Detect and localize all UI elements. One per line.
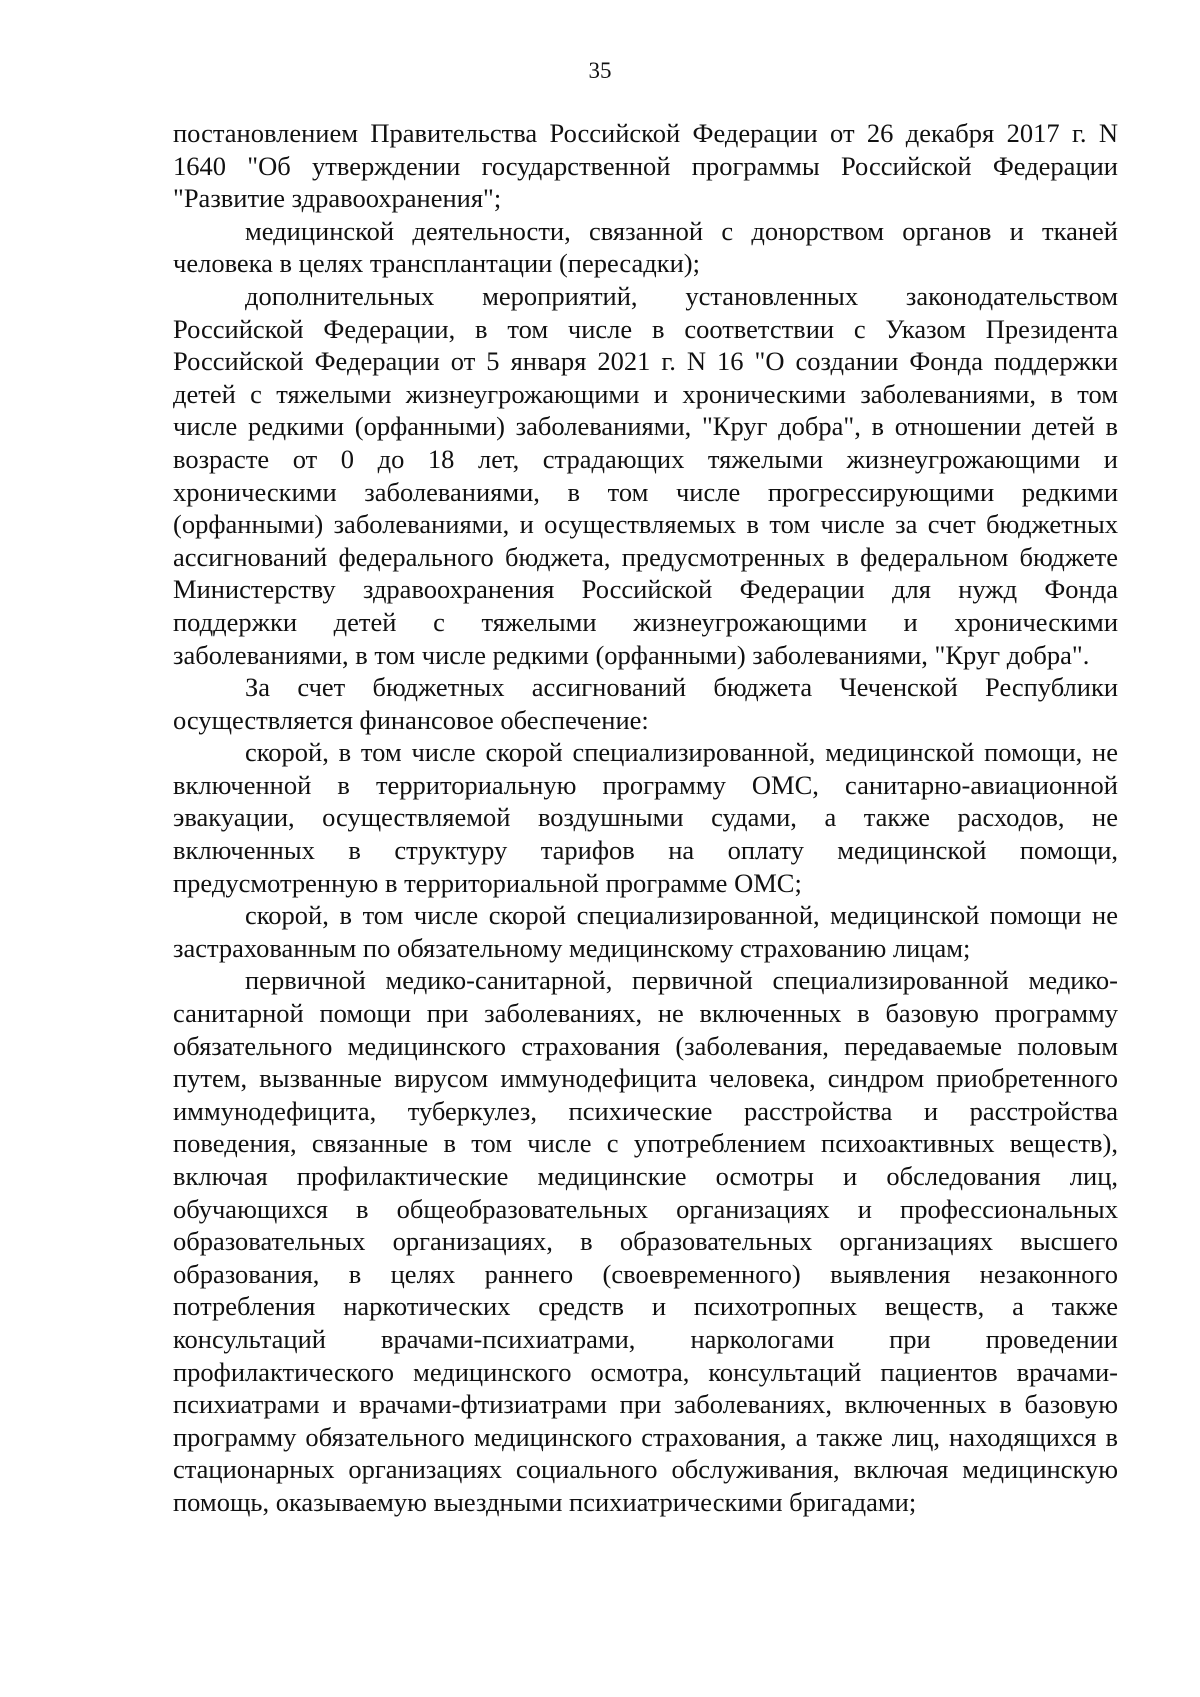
paragraph-2: медицинской деятельности, связанной с донорством органов и тканей человека в целях трансплантации (пересадки); [173,215,1118,279]
paragraph-7: первичной медико-санитарной, первичной специализированной медико-санитарной помощи при заболеваниях, не включенных в базовую программу обязательного медицинского страхования (заболевания, передаваемые половым путем, вызванные вирусом иммунодефицита человека, синдром приобретенного иммунодефицита, туберкулез, психические расстройства и расстройства поведения, связанные в том числе с употреблением психоактивных веществ), включая профилактические медицинские осмотры и обследования лиц, обучающихся в общеобразовательных организациях и профессиональных образовательных организациях, в образовательных организациях высшего образования, в целях раннего (своевременного) выявления незаконного потребления наркотических средств и психотропных веществ, а также консультаций врачами-психиатрами, наркологами при проведении профилактического медицинского осмотра, консультаций пациентов врачами-психиатрами и врачами-фтизиатрами при заболеваниях, включенных в базовую программу обязательного медицинского страхования, а также лиц, находящихся в стационарных организациях социального обслуживания, включая медицинскую помощь, оказываемую выездными психиатрическими бригадами; [173,965,1118,1517]
paragraph-6: скорой, в том числе скорой специализированной, медицинской помощи не застрахованным по обязательному медицинскому страхованию лицам; [173,900,1118,963]
document-body [173,117,1118,1519]
paragraph-1: постановлением Правительства Российской Федерации от 26 декабря 2017 г. N 1640 "Об утверждении государственной программы Российской Федерации "Развитие здравоохранения"; [173,118,1118,214]
paragraph-5: скорой, в том числе скорой специализированной, медицинской помощи, не включенной в территориальную программу ОМС, санитарно-авиационной эвакуации, осуществляемой воздушными судами, а также расходов, не включенных в структуру тарифов на оплату медицинской помощи, предусмотренную в территориальной программе ОМС; [173,737,1118,898]
paragraph-3: дополнительных мероприятий, установленных законодательством Российской Федерации, в том числе в соответствии с Указом Президента Российской Федерации от 5 января 2021 г. N 16 "О создании Фонда поддержки детей с тяжелыми жизнеугрожающими и хроническими заболеваниями, в том числе редкими (орфанными) заболеваниями, "Круг добра", в отношении детей в возрасте от 0 до 18 лет, страдающих тяжелыми жизнеугрожающими и хроническими заболеваниями, в том числе прогрессирующими редкими (орфанными) заболеваниями, и осуществляемых в том числе за счет бюджетных ассигнований федерального бюджета, предусмотренных в федеральном бюджете Министерству здравоохранения Российской Федерации для нужд Фонда поддержки детей с тяжелыми жизнеугрожающими и хроническими заболеваниями, в том числе редкими (орфанными) заболеваниями, "Круг добра". [173,280,1118,670]
page-number: 35 [588,58,612,83]
paragraph-4: За счет бюджетных ассигнований бюджета Чеченской Республики осуществляется финансовое обеспечение: [173,672,1118,735]
